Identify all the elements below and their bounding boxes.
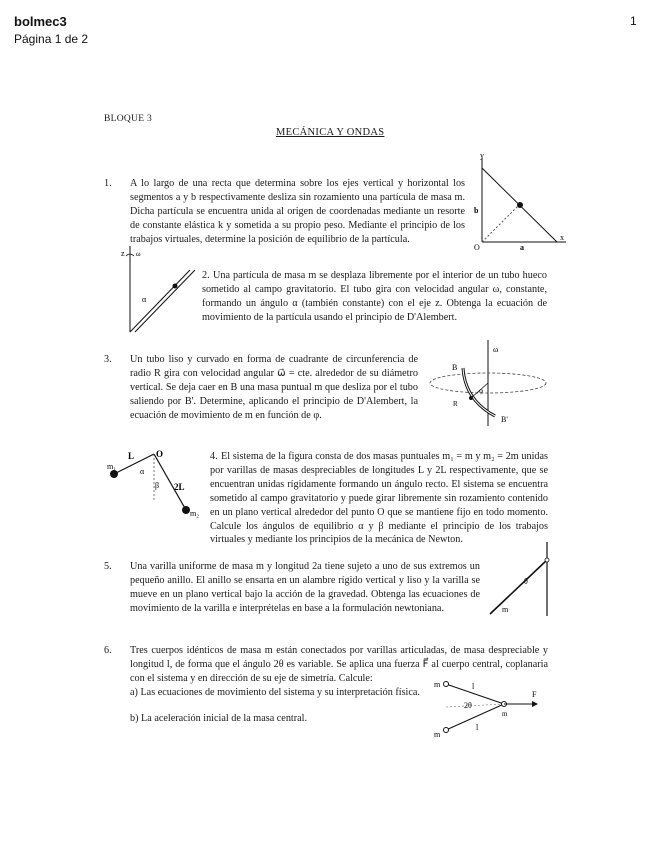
fig4-label-alpha: α [140, 467, 145, 476]
fig2-label-omega: ω [136, 250, 141, 258]
problem-3-text: Un tubo liso y curvado en forma de cuadrante de circunferencia de radio R gira con velocidad angular ω⃗ = cte. alrededor de su diámetro vertical. Se deja caer en B una masa puntual m que desliza por el tubo saliendo por B'. Determine, aplicando el principio de D'Alembert, la ecuación de movimiento de m en función de φ. [130, 354, 418, 421]
problem-6-number: 6. [104, 645, 112, 656]
fig5-label-theta: θ [524, 577, 528, 586]
fig2-label-alpha: α [142, 295, 147, 304]
fig4-label-m2: m₂ [190, 509, 200, 518]
fig1-label-x: x [560, 233, 564, 242]
figure-3-quadrant-tube [425, 338, 555, 430]
fig6-label-m-bottom: m [434, 730, 441, 739]
problem-4-text: El sistema de la figura consta de dos masas puntuales m₁ = m y m₂ = 2m unidas por varillas de masas despreciables de longitudes L y 2L respectivamente, que se encuentran unidas rígidamente formando un ángulo recto. El sistema se encuentra sometido al campo gravitatorio y puede girar libremente sin rozamiento contenido en un plano vertical alrededor del punto O que se mantiene fijo en todo momento. Calcule los ángulos de equilibrio α y β mediante el principio de los trabajos virtuales y mediante los principios de la mecánica de Newton. [210, 451, 548, 546]
problem-5-text: Una varilla uniforme de masa m y longitud 2a tiene sujeto a uno de sus extremos un pequeño anillo. El anillo se ensarta en un alambre rígido vertical y liso y la varilla se mueve en un plano vertical bajo la acción de la gravedad. Obtenga las ecuaciones de movimiento de la varilla e interprételas en base a la formulación newtoniana. [130, 561, 480, 614]
fig6-label-l-top: l [472, 682, 475, 691]
page-title: MECÁNICA Y ONDAS [276, 127, 385, 138]
fig1-label-a: a [520, 243, 524, 250]
document-name: bolmec3 [14, 14, 67, 29]
problem-5-number: 5. [104, 561, 112, 572]
fig6-label-f: F [532, 690, 537, 699]
fig3-label-omega: ω [493, 345, 499, 354]
fig6-label-2theta: 2θ [464, 701, 472, 710]
fig4-label-m1: m₁ [107, 462, 117, 471]
problem-2-text: Una partícula de masa m se desplaza libremente por el interior de un tubo hueco sometido al campo gravitatorio. El tubo gira con velocidad angular ω, constante, formando un ángulo α (también constante) con el eje z. Obtenga la ecuación de movimiento de la partícula usando el principio de D'Alembert. [202, 270, 547, 323]
fig4-label-l: L [128, 451, 135, 461]
fig2-label-z: z [121, 249, 125, 258]
problem-4-number: 4. [210, 451, 218, 462]
problem-6-item-b: b) La aceleración inicial de la masa central. [130, 713, 308, 724]
fig1-label-b: b [474, 206, 479, 215]
figure-1-inclined-line [472, 150, 572, 250]
figure-2-rotating-tube [118, 242, 200, 334]
problem-1-text: A lo largo de una recta que determina sobre los ejes vertical y horizontal los segmentos a y b respectivamente desliza sin rozamiento una partícula de masa m. Dicha partícula se encuentra unida al origen de coordenadas mediante un resorte de constante elástica k y sometida a su propio peso. Mediante el principio de los trabajos virtuales, determine la posición de equilibrio de la partícula. [130, 178, 465, 245]
figure-5-rod-on-wire [484, 540, 554, 618]
problem-2-number: 2. [202, 270, 210, 281]
fig1-label-y: y [480, 151, 484, 160]
fig4-label-beta: β [155, 481, 160, 490]
figure-6-three-masses [432, 672, 550, 744]
fig6-label-m-center: m [502, 710, 508, 718]
block-label: BLOQUE 3 [104, 114, 153, 124]
figure-4-right-angle-masses [104, 444, 206, 520]
fig1-label-o: O [474, 243, 480, 250]
fig4-label-o: O [156, 449, 164, 459]
problem-6-item-a: a) Las ecuaciones de movimiento del sistema y su interpretación física. [130, 687, 420, 698]
fig3-label-b: B [452, 363, 458, 372]
page-number: 1 [630, 14, 637, 28]
fig3-label-phi: φ [479, 387, 484, 395]
problem-6-text: Tres cuerpos idénticos de masa m están conectados por varillas articuladas, de masa despreciable y longitud l, de forma que el ángulo 2θ es variable. Se aplica una fuerza F⃗ al cuerpo central, coplanaria con el sistema y en dirección de su eje de simetría. Calcule: [130, 645, 548, 684]
fig4-label-2l: 2L [174, 482, 185, 492]
fig5-label-m: m [502, 605, 509, 614]
problem-3-number: 3. [104, 354, 112, 365]
problem-1-number: 1. [104, 178, 112, 189]
page-indicator: Página 1 de 2 [14, 32, 89, 46]
fig3-label-r: R [453, 400, 458, 408]
fig3-label-bprime: B' [501, 415, 508, 424]
fig6-label-l-bottom: l [476, 723, 479, 732]
fig6-label-m-top: m [434, 680, 441, 689]
